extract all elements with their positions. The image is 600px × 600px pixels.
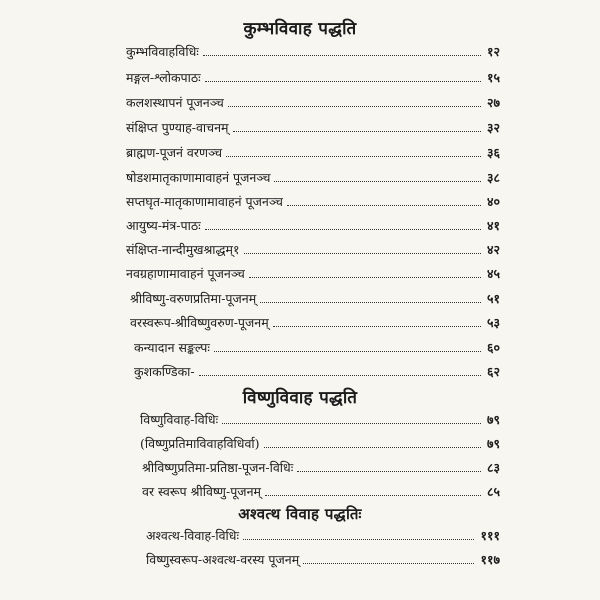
toc-entry-page: ३६ (486, 145, 500, 160)
toc-entry (142, 484, 500, 500)
toc-entry-page: ५१ (486, 291, 500, 306)
section-heading-kumbh-vivah: कुम्भविवाह पद्धति (243, 19, 357, 39)
toc-entry-title: अश्वत्थ-विवाह-विधिः (146, 528, 240, 543)
toc-entry-title: विष्णुविवाह-विधिः (140, 412, 219, 427)
toc-entry-title: श्रीविष्णुप्रतिमा-प्रतिष्ठा-पूजन-विधिः (142, 460, 294, 475)
section-heading-ashvattha-vivah: अश्वत्थ विवाह पद्धतिः (238, 505, 362, 523)
toc-entry-title: संक्षिप्त पुण्याह-वाचनम् (126, 120, 229, 135)
toc-entry-page: १११ (480, 528, 500, 543)
dot-leader (222, 423, 481, 424)
dot-leader (264, 447, 481, 448)
toc-entry (126, 242, 500, 258)
toc-entry (126, 266, 500, 282)
toc-entry-title: षोडशमातृकाणामावाहनं पूजनञ्च (126, 170, 271, 185)
dot-leader (249, 277, 481, 278)
toc-entry (134, 340, 500, 356)
toc-entry (130, 315, 500, 331)
dot-leader (244, 253, 481, 254)
dot-leader (205, 81, 481, 82)
toc-entry-title: विष्णुस्वरूप-अश्वत्थ-वरस्य पूजनम् (146, 552, 300, 567)
toc-entry (126, 70, 500, 86)
toc-entry (126, 145, 500, 161)
toc-entry-title: वरस्वरूप-श्रीविष्णुवरुण-पूजनम् (130, 315, 269, 330)
toc-entry (146, 528, 500, 544)
toc-entry (130, 291, 500, 307)
toc-entry-title: वर स्वरूप श्रीविष्णु-पूजनम् (142, 484, 261, 499)
toc-entry-page: ११७ (480, 552, 500, 567)
dot-leader (260, 302, 481, 303)
toc-entry-title: नवग्रहाणामावाहनं पूजनञ्च (126, 266, 245, 281)
toc-entry (126, 44, 500, 60)
toc-entry-title: सप्तघृत-मातृकाणामावाहनं पूजनञ्च (126, 194, 283, 209)
dot-leader (199, 375, 481, 376)
toc-entry-page: ८५ (486, 484, 500, 499)
toc-entry (146, 552, 500, 568)
toc-entry-page: ५३ (486, 315, 500, 330)
toc-entry-page: ६० (486, 340, 500, 355)
toc-entry-page: ३२ (486, 120, 500, 135)
toc-entry-page: ७९ (486, 436, 500, 451)
toc-entry (140, 436, 500, 452)
dot-leader (233, 131, 481, 132)
toc-entry-title: (विष्णुप्रतिमाविवाहविधिर्वा) (140, 436, 260, 451)
dot-leader (226, 156, 481, 157)
toc-entry-title: ब्राह्मण-पूजनं वरणञ्च (126, 145, 223, 160)
toc-entry-page: ३८ (486, 170, 500, 185)
toc-entry (126, 170, 500, 186)
dot-leader (274, 181, 481, 182)
toc-entry-page: ४१ (486, 218, 500, 233)
toc-entry (126, 194, 500, 210)
toc-entry-title: कुशकण्डिका- (134, 364, 195, 379)
toc-entry (126, 95, 500, 111)
dot-leader (205, 229, 481, 230)
toc-entry (142, 460, 500, 476)
dot-leader (265, 495, 481, 496)
section-heading-vishnu-vivah: विष्णुविवाह पद्धति (242, 388, 358, 408)
toc-entry-page: ४५ (486, 266, 500, 281)
toc-entry (134, 364, 500, 380)
toc-entry-page: ४२ (486, 242, 500, 257)
toc-entry-title: कन्यादान सङ्कल्पः (134, 340, 210, 355)
toc-entry-page: ८३ (486, 460, 500, 475)
dot-leader (287, 205, 481, 206)
toc-entry-page: १२ (486, 44, 500, 59)
dot-leader (303, 563, 474, 564)
toc-entry (140, 412, 500, 428)
toc-entry-title: मङ्गल-श्लोकपाठः (126, 70, 201, 85)
dot-leader (214, 351, 481, 352)
toc-entry-page: २७ (486, 95, 500, 110)
toc-entry-title: श्रीविष्णु-वरुणप्रतिमा-पूजनम् (130, 291, 257, 306)
toc-entry-page: ७९ (486, 412, 500, 427)
dot-leader (273, 326, 481, 327)
dot-leader (228, 106, 481, 107)
toc-entry-title: कुम्भविवाहविधिः (126, 44, 199, 59)
toc-entry (126, 120, 500, 136)
dot-leader (203, 55, 481, 56)
toc-entry (126, 218, 500, 234)
toc-entry-page: ६२ (486, 364, 500, 379)
toc-entry-page: ४० (486, 194, 500, 209)
dot-leader (243, 539, 474, 540)
toc-entry-title: कलशस्थापनं पूजनञ्च (126, 95, 224, 110)
toc-entry-title: आयुष्य-मंत्र-पाठः (126, 218, 201, 233)
dot-leader (297, 471, 481, 472)
toc-entry-page: १५ (486, 70, 500, 85)
toc-entry-title: संक्षिप्त-नान्दीमुखश्राद्धम्१ (126, 242, 240, 257)
